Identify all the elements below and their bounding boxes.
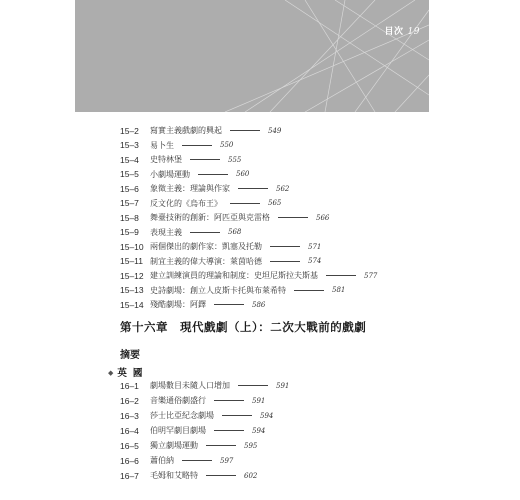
toc-entry[interactable] [120, 254, 321, 269]
toc-entry-title: 音樂通俗劇盛行 [150, 396, 206, 405]
toc-entry-number: 16–2 [120, 395, 139, 406]
toc-leader-line [230, 130, 260, 131]
toc-leader-line [270, 261, 300, 262]
toc-entry-title: 制宜主義的偉大導演：萊茵哈德 [150, 256, 262, 266]
toc-entry-title: 毛姆和艾略特 [150, 471, 198, 480]
toc-entry[interactable] [120, 239, 321, 254]
toc-entry-number: 15–6 [120, 183, 139, 194]
toc-entry[interactable] [120, 123, 281, 138]
toc-entry-page: 566 [316, 213, 330, 222]
toc-entry-page: 568 [228, 228, 242, 236]
toc-entry-number: 16–4 [120, 425, 139, 436]
toc-entry[interactable] [120, 393, 265, 408]
toc-entry-number: 15–4 [120, 154, 139, 165]
toc-leader-line [182, 460, 212, 461]
toc-entry-title: 舞臺技術的創新：阿匹亞與克雷格 [150, 213, 270, 222]
toc-leader-line [238, 385, 268, 386]
toc-entry[interactable] [120, 283, 345, 298]
toc-entry-title: 莎士比亞紀念劇場 [150, 411, 214, 420]
toc-leader-line [190, 159, 220, 160]
toc-entry-title: 蕭伯納 [150, 456, 174, 465]
toc-entry-number: 16–5 [120, 440, 139, 451]
toc-entry-title: 伯明罕劇目劇場 [150, 426, 206, 435]
toc-entry-page: 562 [276, 184, 290, 193]
toc-entry-title: 史詩劇場：創立人皮斯卡托與布萊希特 [150, 285, 286, 295]
toc-entry-page: 581 [332, 286, 346, 294]
toc-entry[interactable] [120, 423, 265, 438]
toc-entry-title: 寫實主義戲劇的興起 [150, 126, 222, 135]
toc-entry-page: 591 [252, 396, 266, 405]
toc-leader-line [206, 445, 236, 446]
toc-entry[interactable] [120, 268, 377, 283]
toc-leader-line [326, 275, 356, 276]
toc-entry-page: 591 [276, 381, 290, 390]
toc-leader-line [270, 246, 300, 247]
toc-entry-title: 建立訓練演員的理論和制度：史坦尼斯拉夫斯基 [150, 271, 318, 280]
toc-leader-line [182, 145, 212, 146]
toc-entry-page: 560 [236, 170, 250, 178]
toc-entry-number: 16–7 [120, 470, 139, 481]
toc-leader-line [214, 430, 244, 431]
toc-entry-title: 殘酷劇場：阿鐸 [150, 300, 206, 309]
toc-leader-line [198, 174, 228, 175]
toc-entry-number: 15–12 [120, 270, 144, 281]
toc-entry-page: 571 [308, 242, 322, 251]
toc-entry-title: 表現主義 [150, 227, 182, 237]
toc-entry-number: 15–9 [120, 227, 139, 237]
toc-leader-line [190, 232, 220, 233]
toc-entry[interactable] [120, 453, 233, 468]
chapter-title: 第十六章 現代戲劇（上）：二次大戰前的戲劇 [120, 320, 367, 334]
toc-entry-title: 小劇場運動 [150, 169, 190, 179]
toc-entry-page: 565 [268, 199, 282, 207]
toc-leader-line [222, 415, 252, 416]
toc-entry-number: 16–6 [120, 455, 139, 466]
header-band [75, 0, 429, 112]
toc-entry-number: 15–7 [120, 198, 139, 208]
toc-entry[interactable] [120, 438, 257, 453]
toc-leader-line [294, 290, 324, 291]
toc-leader-line [278, 217, 308, 218]
toc-leader-line [206, 475, 236, 476]
toc-entry-page: 602 [244, 471, 258, 480]
section-heading-label: 英國 [117, 368, 149, 379]
toc-entry-title: 史特林堡 [150, 155, 182, 164]
toc-entry-number: 15–2 [120, 125, 139, 136]
toc-entry[interactable] [120, 468, 257, 483]
toc-entry[interactable] [120, 196, 281, 211]
toc-entry[interactable] [120, 408, 273, 423]
toc-entry-number: 15–8 [120, 212, 139, 223]
toc-entry-page: 555 [228, 155, 242, 164]
toc-leader-line [230, 203, 260, 204]
toc-entry[interactable] [120, 152, 241, 167]
toc-entry[interactable] [120, 210, 329, 225]
running-header-page-number: 19 [407, 27, 420, 37]
toc-entry[interactable] [120, 138, 233, 153]
toc-entry-page: 594 [252, 426, 266, 435]
toc-entry[interactable] [120, 297, 265, 312]
diamond-bullet-icon: ◆ [108, 367, 114, 377]
toc-entry-title: 兩個傑出的劇作家：凱塞及托勒 [150, 242, 262, 251]
toc-entry-number: 15–3 [120, 140, 139, 150]
toc-entry-page: 594 [260, 411, 274, 420]
toc-entry-number: 16–3 [120, 410, 139, 421]
toc-entry-page: 577 [364, 271, 378, 280]
toc-entry-title: 反文化的《烏布王》 [150, 198, 222, 208]
running-header-title: 目次 [384, 27, 404, 37]
toc-entry[interactable] [120, 378, 289, 393]
toc-entry-page: 574 [308, 257, 322, 265]
toc-entry-page: 597 [220, 456, 234, 465]
toc-entry-page: 550 [220, 141, 234, 149]
toc-leader-line [214, 400, 244, 401]
toc-entry-number: 16–1 [120, 380, 139, 391]
toc-entry-title: 獨立劇場運動 [150, 441, 198, 450]
toc-entry-number: 15–14 [120, 299, 144, 310]
toc-leader-line [238, 188, 268, 189]
section-heading-england [108, 365, 148, 379]
toc-entry-number: 15–5 [120, 169, 139, 179]
toc-entry-title: 象徵主義：理論與作家 [150, 184, 230, 193]
toc-entry-number: 15–11 [120, 256, 144, 266]
toc-entry-title: 劇場數目未隨人口增加 [150, 381, 230, 390]
toc-entry-number: 15–10 [120, 241, 144, 252]
toc-entry-page: 549 [268, 126, 282, 135]
toc-entry-page: 595 [244, 441, 258, 450]
toc-entry[interactable] [120, 181, 289, 196]
running-header [385, 24, 420, 37]
summary-heading: 摘要 [120, 350, 140, 361]
toc-leader-line [214, 304, 244, 305]
toc-entry-number: 15–13 [120, 285, 144, 295]
toc-entry-title: 易卜生 [150, 140, 174, 150]
toc-entry[interactable] [120, 225, 241, 240]
header-decorative-lines [75, 0, 429, 112]
toc-entry-page: 586 [252, 300, 266, 309]
toc-entry[interactable] [120, 167, 249, 182]
